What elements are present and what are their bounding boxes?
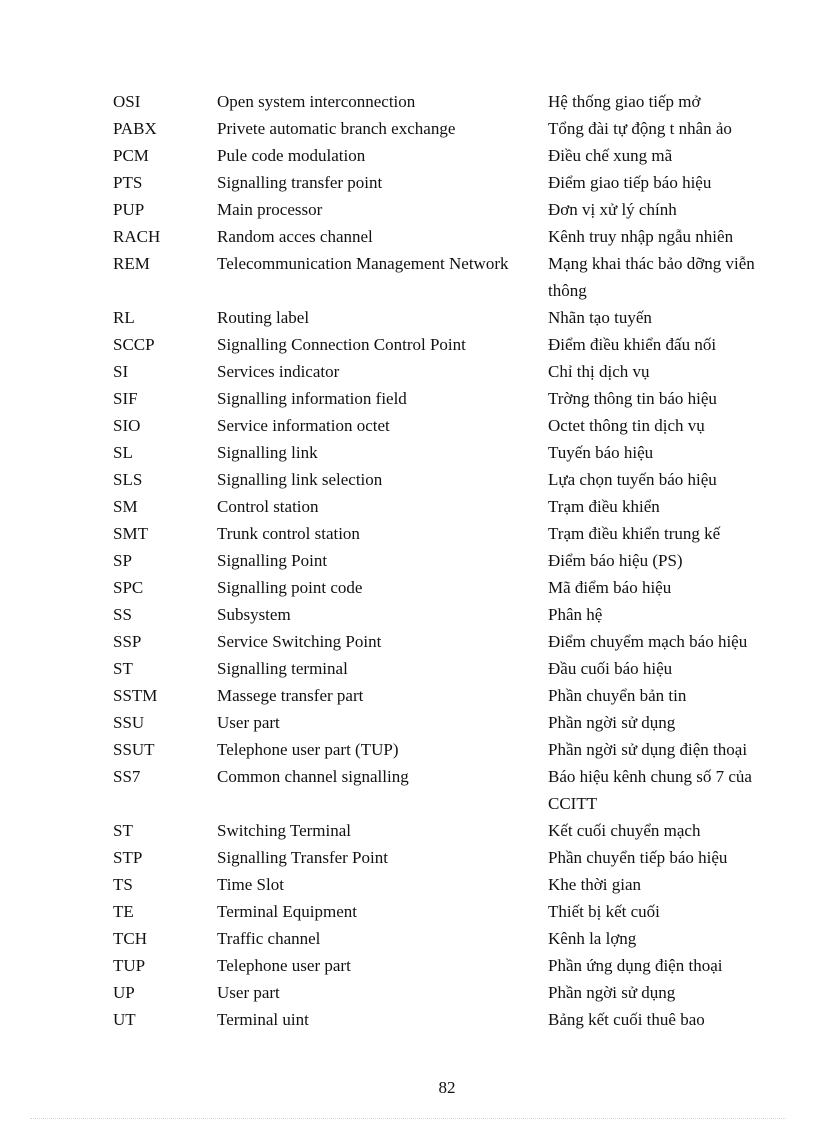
- vietnamese-term: Bảng kết cuối thuê bao: [548, 1010, 705, 1029]
- glossary-row: [0, 142, 816, 169]
- abbreviation: SSP: [113, 632, 142, 651]
- abbreviation: PABX: [113, 119, 157, 138]
- abbreviation: UT: [113, 1010, 136, 1029]
- vietnamese-term: Điểm điều khiển đấu nối: [548, 335, 717, 354]
- glossary-row: [0, 493, 816, 520]
- english-term: Subsystem: [217, 605, 291, 624]
- abbreviation: TUP: [113, 956, 146, 975]
- vietnamese-term: Phần ngời sử dụng: [548, 983, 676, 1002]
- abbreviation: SS: [113, 605, 132, 624]
- english-term: Routing label: [217, 308, 310, 327]
- glossary-row: [0, 385, 816, 412]
- english-term: Switching Terminal: [217, 821, 352, 840]
- english-term: User part: [217, 713, 280, 732]
- abbreviation: SL: [113, 443, 133, 462]
- abbreviation: SIO: [113, 416, 141, 435]
- vietnamese-term: Trạm điều khiển: [548, 497, 660, 516]
- vietnamese-term: Kênh la lợng: [548, 929, 637, 948]
- abbreviation: PTS: [113, 173, 143, 192]
- vietnamese-term: Trạm điều khiển trung kế: [548, 524, 721, 543]
- vietnamese-term: Điều chế xung mã: [548, 146, 673, 165]
- glossary-row: [0, 547, 816, 574]
- english-term: Control station: [217, 497, 319, 516]
- vietnamese-term: Trờng thông tin báo hiệu: [548, 389, 717, 408]
- vietnamese-term: Phần ứng dụng điện thoại: [548, 956, 723, 975]
- abbreviation: RACH: [113, 227, 161, 246]
- abbreviation: SM: [113, 497, 138, 516]
- glossary-row: [0, 628, 816, 655]
- glossary-row: [0, 250, 816, 304]
- english-term: Trunk control station: [217, 524, 360, 543]
- abbreviation: SSTM: [113, 686, 158, 705]
- glossary-row: [0, 601, 816, 628]
- abbreviation: SP: [113, 551, 132, 570]
- vietnamese-term: Mã điểm báo hiệu: [548, 578, 672, 597]
- page-number: 82: [438, 1078, 456, 1097]
- glossary-row: [0, 682, 816, 709]
- vietnamese-term: Khe thời gian: [548, 875, 642, 894]
- english-term: Open system interconnection: [217, 92, 416, 111]
- vietnamese-term: Thiết bị kết cuối: [548, 902, 660, 921]
- glossary-row: [0, 871, 816, 898]
- vietnamese-term: Phần chuyển bản tin: [548, 686, 687, 705]
- abbreviation: RL: [113, 308, 135, 327]
- vietnamese-term: Hệ thống giao tiếp mở: [548, 92, 701, 111]
- vietnamese-term: Phân hệ: [548, 605, 603, 624]
- english-term: Traffic channel: [217, 929, 321, 948]
- abbreviation: UP: [113, 983, 135, 1002]
- abbreviation: TS: [113, 875, 133, 894]
- glossary-row: [0, 223, 816, 250]
- glossary-row: [0, 952, 816, 979]
- vietnamese-term: Tổng đài tự động t nhân ảo: [548, 119, 732, 138]
- english-term: Signalling point code: [217, 578, 363, 597]
- glossary-row: [0, 898, 816, 925]
- vietnamese-term: Phần ngời sử dụng: [548, 713, 676, 732]
- english-term: Signalling link: [217, 443, 318, 462]
- vietnamese-term: Nhãn tạo tuyến: [548, 308, 652, 327]
- glossary-row: [0, 439, 816, 466]
- english-term: Terminal Equipment: [217, 902, 357, 921]
- abbreviation: ST: [113, 821, 133, 840]
- vietnamese-term: Chỉ thị dịch vụ: [548, 362, 650, 381]
- glossary-row: [0, 763, 816, 817]
- vietnamese-term: Đơn vị xử lý chính: [548, 200, 677, 219]
- vietnamese-term: Phần ngời sử dụng điện thoại: [548, 740, 748, 759]
- english-term: Signalling Transfer Point: [217, 848, 388, 867]
- english-term: Signalling link selection: [217, 470, 383, 489]
- abbreviation: REM: [113, 254, 150, 273]
- english-term: Telecommunication Management Network: [217, 254, 509, 273]
- vietnamese-term: Mạng khai thác bảo dỡng viễn thông: [548, 254, 755, 300]
- vietnamese-term: Điểm chuyểm mạch báo hiệu: [548, 632, 748, 651]
- page-bottom-divider: [30, 1118, 786, 1119]
- glossary-row: [0, 115, 816, 142]
- english-term: Terminal uint: [217, 1010, 309, 1029]
- glossary-row: [0, 925, 816, 952]
- glossary-row: [0, 169, 816, 196]
- english-term: Telephone user part (TUP): [217, 740, 399, 759]
- abbreviation: SI: [113, 362, 129, 381]
- abbreviation: SS7: [113, 767, 141, 786]
- english-term: Signalling terminal: [217, 659, 348, 678]
- glossary-row: [0, 817, 816, 844]
- english-term: Telephone user part: [217, 956, 351, 975]
- english-term: Pule code modulation: [217, 146, 366, 165]
- english-term: Random acces channel: [217, 227, 373, 246]
- english-term: Privete automatic branch exchange: [217, 119, 456, 138]
- abbreviation: SCCP: [113, 335, 155, 354]
- abbreviation: PCM: [113, 146, 149, 165]
- glossary-row: [0, 304, 816, 331]
- vietnamese-term: Octet thông tin dịch vụ: [548, 416, 705, 435]
- abbreviation: SPC: [113, 578, 144, 597]
- abbreviation: SMT: [113, 524, 148, 543]
- glossary-row: [0, 88, 816, 115]
- vietnamese-term: Điểm giao tiếp báo hiệu: [548, 173, 712, 192]
- english-term: Signalling transfer point: [217, 173, 383, 192]
- abbreviation: SIF: [113, 389, 138, 408]
- glossary-row: [0, 358, 816, 385]
- english-term: Common channel signalling: [217, 767, 409, 786]
- vietnamese-term: Kênh truy nhập ngẫu nhiên: [548, 227, 734, 246]
- abbreviation: TCH: [113, 929, 147, 948]
- vietnamese-term: Lựa chọn tuyến báo hiệu: [548, 470, 717, 489]
- english-term: Main processor: [217, 200, 323, 219]
- glossary-row: [0, 520, 816, 547]
- abbreviation: TE: [113, 902, 134, 921]
- glossary-row: [0, 709, 816, 736]
- glossary-row: [0, 466, 816, 493]
- english-term: Services indicator: [217, 362, 340, 381]
- abbreviation: SSUT: [113, 740, 155, 759]
- abbreviation: STP: [113, 848, 143, 867]
- english-term: Signalling information field: [217, 389, 407, 408]
- abbreviation: PUP: [113, 200, 145, 219]
- glossary-row: [0, 979, 816, 1006]
- glossary-row: [0, 1006, 816, 1033]
- english-term: Service information octet: [217, 416, 390, 435]
- glossary-row: [0, 412, 816, 439]
- english-term: Signalling Point: [217, 551, 328, 570]
- abbreviation: SSU: [113, 713, 145, 732]
- glossary-row: [0, 331, 816, 358]
- glossary-row: [0, 844, 816, 871]
- abbreviation: SLS: [113, 470, 143, 489]
- vietnamese-term: Báo hiệu kênh chung số 7 của CCITT: [548, 767, 752, 813]
- glossary-row: [0, 196, 816, 223]
- glossary-row: [0, 574, 816, 601]
- english-term: User part: [217, 983, 280, 1002]
- vietnamese-term: Tuyến báo hiệu: [548, 443, 654, 462]
- english-term: Time Slot: [217, 875, 284, 894]
- abbreviation: ST: [113, 659, 133, 678]
- vietnamese-term: Kết cuối chuyển mạch: [548, 821, 701, 840]
- vietnamese-term: Phần chuyển tiếp báo hiệu: [548, 848, 728, 867]
- glossary-list: [0, 88, 816, 1033]
- vietnamese-term: Điểm báo hiệu (PS): [548, 551, 683, 570]
- english-term: Service Switching Point: [217, 632, 382, 651]
- abbreviation: OSI: [113, 92, 141, 111]
- english-term: Signalling Connection Control Point: [217, 335, 466, 354]
- glossary-row: [0, 655, 816, 682]
- glossary-row: [0, 736, 816, 763]
- english-term: Massege transfer part: [217, 686, 364, 705]
- vietnamese-term: Đầu cuối báo hiệu: [548, 659, 673, 678]
